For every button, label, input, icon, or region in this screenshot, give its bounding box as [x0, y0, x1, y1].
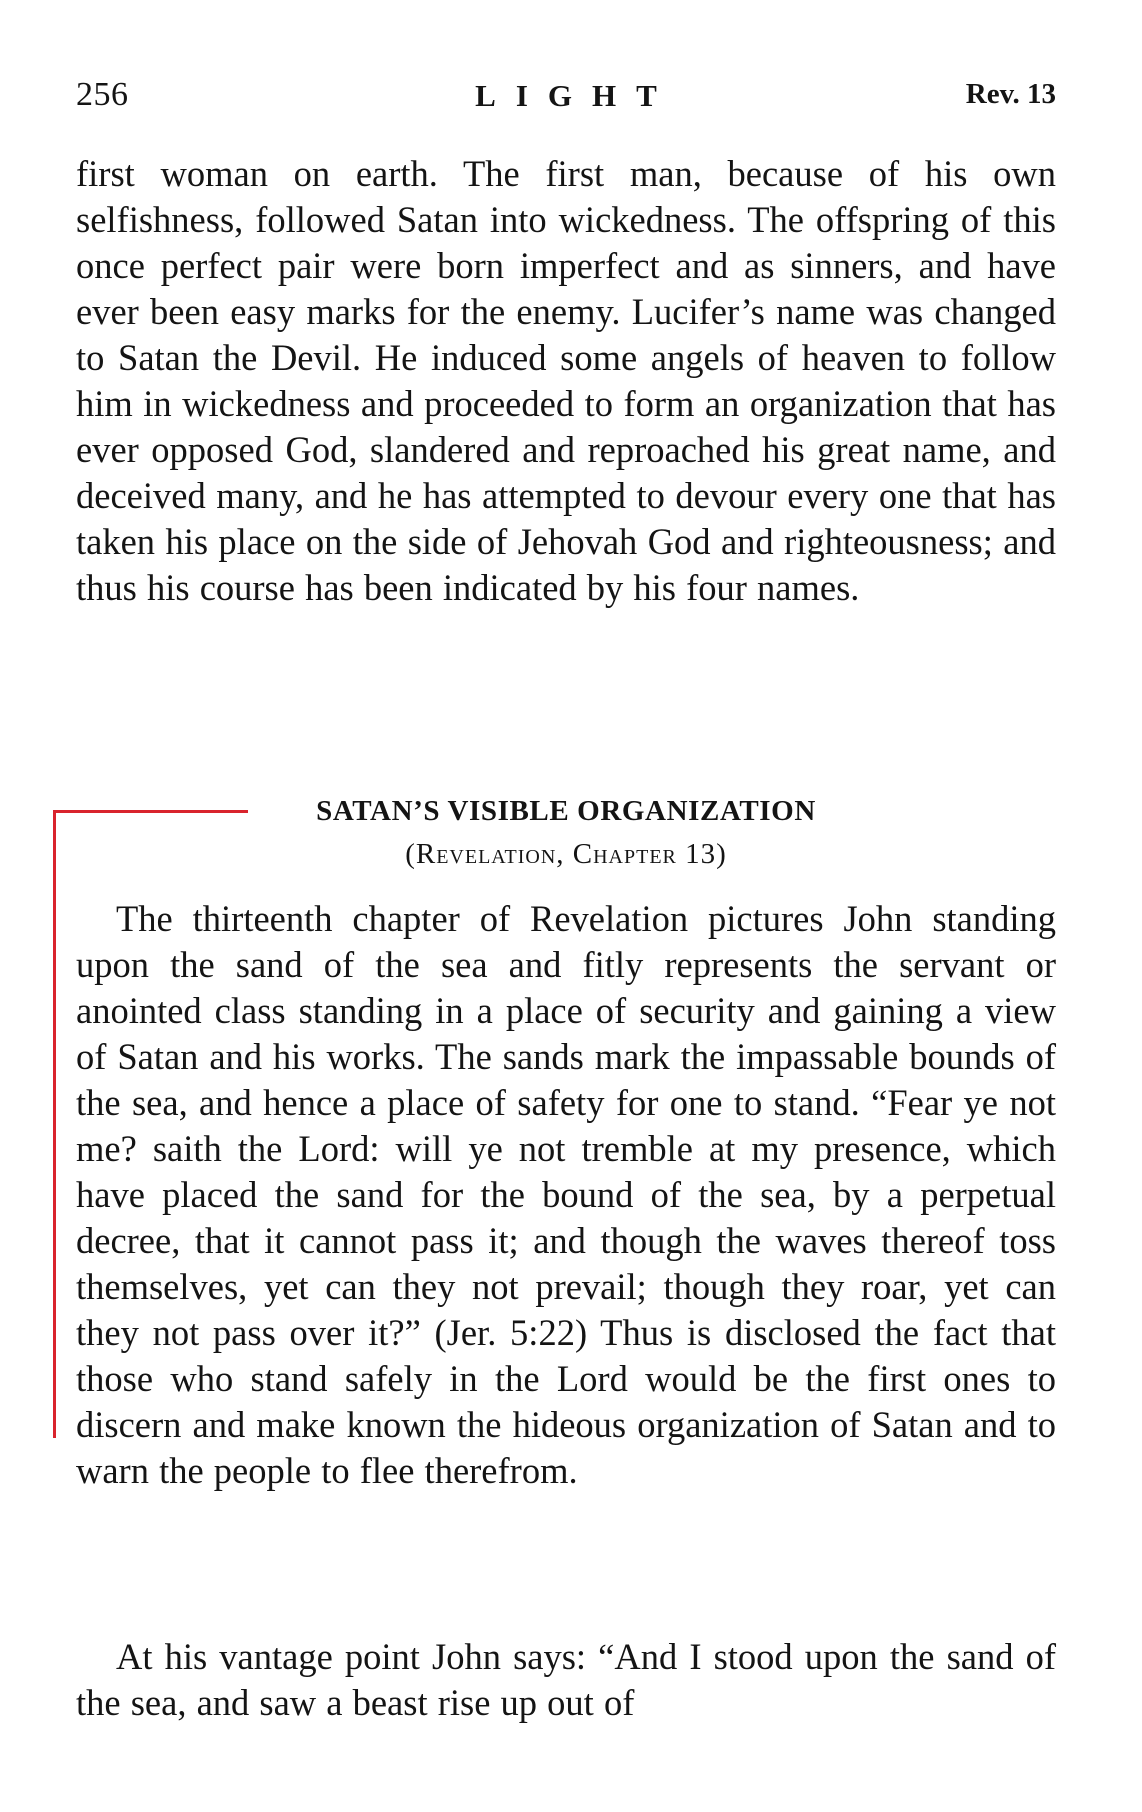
chapter-reference: Rev. 13 — [965, 78, 1056, 110]
section-subheading: (Revelation, Chapter 13) — [405, 838, 727, 870]
page-number: 256 — [76, 76, 129, 113]
paragraph-continuation: first woman on earth. The first man, because of his own selfishness, followed Satan into wickedness. The offspring of this once perfect pair were born imperfect and as sinners, and have ever been easy marks for the enemy. Lucifer’s name was changed to Satan the Devil. He induced some angels of heaven to follow him in wickedness and proceeded to form an organization that has ever opposed God, slandered and reproached his great name, and deceived many, and he has attempted to devour every one that has taken his place on the side of Jehovah God and righteousness; and thus his course has been indicated by his four names. — [76, 153, 1056, 608]
running-title: LIGHT — [475, 78, 677, 113]
annotation-bracket-vertical — [53, 810, 56, 1438]
paragraph-vantage-point: At his vantage point John says: “And I stood upon the sand of the sea, and saw a beast rise up out of — [76, 1636, 1056, 1723]
paragraph-revelation-intro: The thirteenth chapter of Revelation pictures John standing upon the sand of the sea and fitly represents the servant or anointed class standing in a place of security and gaining a view of Satan and his works. The sands mark the impassable bounds of the sea, and hence a place of safety for one to stand. “Fear ye not me? saith the Lord: will ye not tremble at my presence, which have placed the sand for the bound of the sea, by a perpetual decree, that it cannot pass it; and though the waves thereof toss themselves, yet can they not prevail; though they roar, yet can they not pass over it?” (Jer. 5:22) Thus is disclosed the fact that those who stand safely in the Lord would be the first ones to discern and make known the hideous organization of Satan and to warn the people to flee therefrom. — [76, 898, 1056, 1491]
page-header — [76, 76, 1056, 120]
section-heading: SATAN’S VISIBLE ORGANIZATION — [316, 795, 816, 827]
